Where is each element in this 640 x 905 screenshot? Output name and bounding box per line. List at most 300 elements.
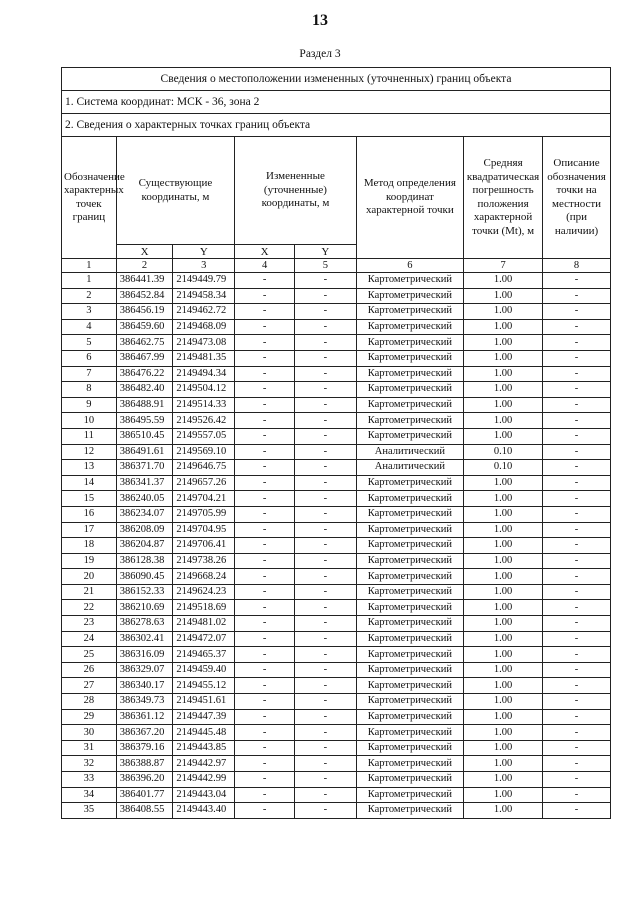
table-row [62, 506, 611, 522]
accuracy-cell: 1.00 [464, 413, 543, 429]
existing-x-cell: 386349.73 [116, 694, 173, 710]
existing-x-cell: 386462.75 [116, 335, 173, 351]
changed-x-cell: - [235, 569, 295, 585]
table-row [62, 491, 611, 507]
existing-y-cell: 2149473.08 [173, 335, 235, 351]
table-row [62, 584, 611, 600]
changed-x-cell: - [235, 491, 295, 507]
method-cell: Аналитический [356, 460, 463, 476]
changed-y-cell: - [294, 787, 356, 803]
existing-y-cell: 2149442.97 [173, 756, 235, 772]
accuracy-cell: 1.00 [464, 725, 543, 741]
point-number-cell: 12 [62, 444, 117, 460]
accuracy-cell: 1.00 [464, 382, 543, 398]
changed-x-cell: - [235, 288, 295, 304]
description-cell: - [543, 460, 611, 476]
existing-x-cell: 386361.12 [116, 709, 173, 725]
table-row [62, 475, 611, 491]
point-number-cell: 34 [62, 787, 117, 803]
accuracy-cell: 1.00 [464, 756, 543, 772]
point-number-cell: 26 [62, 662, 117, 678]
existing-x-cell: 386210.69 [116, 600, 173, 616]
table-row [62, 553, 611, 569]
existing-x-cell: 386371.70 [116, 460, 173, 476]
point-number-cell: 28 [62, 694, 117, 710]
table-row [62, 662, 611, 678]
accuracy-cell: 1.00 [464, 538, 543, 554]
changed-y-cell: - [294, 725, 356, 741]
column-number: 1 [62, 259, 117, 273]
existing-x-cell: 386234.07 [116, 506, 173, 522]
point-number-cell: 23 [62, 616, 117, 632]
changed-y-cell: - [294, 584, 356, 600]
changed-y-cell: - [294, 273, 356, 289]
changed-y-cell: - [294, 803, 356, 819]
point-number-cell: 6 [62, 350, 117, 366]
changed-x-cell: - [235, 631, 295, 647]
existing-x-cell: 386152.33 [116, 584, 173, 600]
existing-x-cell: 386488.91 [116, 397, 173, 413]
description-cell: - [543, 553, 611, 569]
description-cell: - [543, 569, 611, 585]
existing-x-cell: 386128.38 [116, 553, 173, 569]
accuracy-cell: 1.00 [464, 616, 543, 632]
changed-x-cell: - [235, 787, 295, 803]
page-number: 13 [312, 12, 328, 29]
existing-x-cell: 386510.45 [116, 428, 173, 444]
changed-x-cell: - [235, 709, 295, 725]
accuracy-cell: 1.00 [464, 428, 543, 444]
existing-x-cell: 386396.20 [116, 772, 173, 788]
description-cell: - [543, 616, 611, 632]
method-cell: Картометрический [356, 740, 463, 756]
method-cell: Картометрический [356, 694, 463, 710]
accuracy-cell: 1.00 [464, 803, 543, 819]
point-number-cell: 16 [62, 506, 117, 522]
description-cell: - [543, 803, 611, 819]
existing-y-cell: 2149465.37 [173, 647, 235, 663]
changed-y-cell: - [294, 413, 356, 429]
table-row [62, 397, 611, 413]
table-row [62, 382, 611, 398]
column-number: 2 [116, 259, 173, 273]
changed-y-cell: - [294, 662, 356, 678]
point-number-cell: 22 [62, 600, 117, 616]
accuracy-cell: 0.10 [464, 460, 543, 476]
method-cell: Картометрический [356, 522, 463, 538]
existing-x-cell: 386491.61 [116, 444, 173, 460]
method-cell: Картометрический [356, 803, 463, 819]
changed-x-cell: - [235, 335, 295, 351]
changed-x-cell: - [235, 350, 295, 366]
existing-y-cell: 2149443.85 [173, 740, 235, 756]
point-number-cell: 33 [62, 772, 117, 788]
header-description: Описание обозначения точки на местности (при наличии) [543, 137, 611, 259]
changed-x-cell: - [235, 460, 295, 476]
changed-x-cell: - [235, 803, 295, 819]
existing-y-cell: 2149518.69 [173, 600, 235, 616]
method-cell: Аналитический [356, 444, 463, 460]
description-cell: - [543, 382, 611, 398]
column-number: 8 [543, 259, 611, 273]
point-number-cell: 13 [62, 460, 117, 476]
description-cell: - [543, 366, 611, 382]
accuracy-cell: 1.00 [464, 506, 543, 522]
point-number-cell: 30 [62, 725, 117, 741]
accuracy-cell: 1.00 [464, 304, 543, 320]
method-cell: Картометрический [356, 584, 463, 600]
existing-y-cell: 2149445.48 [173, 725, 235, 741]
description-cell: - [543, 304, 611, 320]
column-number: 5 [294, 259, 356, 273]
changed-y-cell: - [294, 350, 356, 366]
changed-y-cell: - [294, 506, 356, 522]
existing-x-cell: 386329.07 [116, 662, 173, 678]
point-number-cell: 19 [62, 553, 117, 569]
accuracy-cell: 1.00 [464, 397, 543, 413]
changed-y-cell: - [294, 709, 356, 725]
changed-x-cell: - [235, 506, 295, 522]
description-cell: - [543, 694, 611, 710]
point-number-cell: 18 [62, 538, 117, 554]
point-number-cell: 15 [62, 491, 117, 507]
method-cell: Картометрический [356, 319, 463, 335]
table-row [62, 631, 611, 647]
point-number-cell: 10 [62, 413, 117, 429]
changed-x-cell: - [235, 553, 295, 569]
table-row [62, 678, 611, 694]
changed-y-cell: - [294, 538, 356, 554]
changed-y-cell: - [294, 647, 356, 663]
existing-y-cell: 2149668.24 [173, 569, 235, 585]
existing-y-cell: 2149447.39 [173, 709, 235, 725]
column-numbers-row [62, 259, 611, 273]
existing-y-cell: 2149442.99 [173, 772, 235, 788]
accuracy-cell: 1.00 [464, 335, 543, 351]
changed-x-cell: - [235, 662, 295, 678]
method-cell: Картометрический [356, 553, 463, 569]
existing-y-cell: 2149526.42 [173, 413, 235, 429]
point-number-cell: 2 [62, 288, 117, 304]
point-number-cell: 32 [62, 756, 117, 772]
description-cell: - [543, 522, 611, 538]
table-row [62, 725, 611, 741]
accuracy-cell: 1.00 [464, 522, 543, 538]
method-cell: Картометрический [356, 382, 463, 398]
changed-y-cell: - [294, 428, 356, 444]
existing-y-cell: 2149462.72 [173, 304, 235, 320]
accuracy-cell: 1.00 [464, 787, 543, 803]
description-cell: - [543, 662, 611, 678]
table-row [62, 350, 611, 366]
changed-y-cell: - [294, 522, 356, 538]
method-cell: Картометрический [356, 428, 463, 444]
accuracy-cell: 1.00 [464, 678, 543, 694]
points-section-title: 2. Сведения о характерных точках границ объекта [62, 114, 611, 137]
method-cell: Картометрический [356, 600, 463, 616]
accuracy-cell: 1.00 [464, 647, 543, 663]
table-row [62, 787, 611, 803]
existing-y-cell: 2149472.07 [173, 631, 235, 647]
existing-x-cell: 386240.05 [116, 491, 173, 507]
method-cell: Картометрический [356, 756, 463, 772]
accuracy-cell: 1.00 [464, 631, 543, 647]
existing-x-cell: 386467.99 [116, 350, 173, 366]
accuracy-cell: 1.00 [464, 366, 543, 382]
description-cell: - [543, 631, 611, 647]
existing-x-cell: 386401.77 [116, 787, 173, 803]
description-cell: - [543, 475, 611, 491]
existing-x-cell: 386441.39 [116, 273, 173, 289]
existing-x-cell: 386495.59 [116, 413, 173, 429]
existing-y-cell: 2149706.41 [173, 538, 235, 554]
changed-x-cell: - [235, 304, 295, 320]
table-row [62, 756, 611, 772]
existing-y-cell: 2149569.10 [173, 444, 235, 460]
header-changed-x: X [235, 245, 295, 259]
description-cell: - [543, 273, 611, 289]
changed-y-cell: - [294, 553, 356, 569]
header-designation: Обозначение характерных точек границ [62, 137, 117, 259]
method-cell: Картометрический [356, 491, 463, 507]
method-cell: Картометрический [356, 616, 463, 632]
changed-x-cell: - [235, 413, 295, 429]
point-number-cell: 9 [62, 397, 117, 413]
method-cell: Картометрический [356, 709, 463, 725]
method-cell: Картометрический [356, 288, 463, 304]
changed-y-cell: - [294, 304, 356, 320]
table-row [62, 413, 611, 429]
header-existing-x: X [116, 245, 173, 259]
method-cell: Картометрический [356, 772, 463, 788]
table-row [62, 460, 611, 476]
existing-y-cell: 2149481.35 [173, 350, 235, 366]
method-cell: Картометрический [356, 366, 463, 382]
coord-system: 1. Система координат: МСК - 36, зона 2 [62, 91, 611, 114]
existing-y-cell: 2149646.75 [173, 460, 235, 476]
existing-x-cell: 386367.20 [116, 725, 173, 741]
method-cell: Картометрический [356, 787, 463, 803]
existing-y-cell: 2149704.21 [173, 491, 235, 507]
existing-y-cell: 2149451.61 [173, 694, 235, 710]
changed-x-cell: - [235, 678, 295, 694]
accuracy-cell: 1.00 [464, 553, 543, 569]
accuracy-cell: 1.00 [464, 740, 543, 756]
changed-x-cell: - [235, 319, 295, 335]
existing-y-cell: 2149459.40 [173, 662, 235, 678]
existing-y-cell: 2149443.04 [173, 787, 235, 803]
header-method: Метод определения координат характерной точки [356, 137, 463, 259]
changed-y-cell: - [294, 366, 356, 382]
changed-x-cell: - [235, 273, 295, 289]
table-row [62, 428, 611, 444]
description-cell: - [543, 350, 611, 366]
accuracy-cell: 1.00 [464, 319, 543, 335]
column-number: 6 [356, 259, 463, 273]
point-number-cell: 35 [62, 803, 117, 819]
existing-y-cell: 2149458.34 [173, 288, 235, 304]
changed-x-cell: - [235, 522, 295, 538]
section-title: Раздел 3 [299, 48, 341, 60]
changed-y-cell: - [294, 694, 356, 710]
existing-y-cell: 2149657.26 [173, 475, 235, 491]
column-number: 4 [235, 259, 295, 273]
changed-x-cell: - [235, 647, 295, 663]
existing-x-cell: 386476.22 [116, 366, 173, 382]
table-row [62, 538, 611, 554]
point-number-cell: 7 [62, 366, 117, 382]
point-number-cell: 4 [62, 319, 117, 335]
existing-x-cell: 386208.09 [116, 522, 173, 538]
table-row [62, 694, 611, 710]
point-number-cell: 21 [62, 584, 117, 600]
description-cell: - [543, 538, 611, 554]
existing-x-cell: 386388.87 [116, 756, 173, 772]
table-row [62, 740, 611, 756]
existing-y-cell: 2149557.05 [173, 428, 235, 444]
existing-y-cell: 2149494.34 [173, 366, 235, 382]
description-cell: - [543, 709, 611, 725]
accuracy-cell: 1.00 [464, 569, 543, 585]
changed-x-cell: - [235, 397, 295, 413]
existing-y-cell: 2149624.23 [173, 584, 235, 600]
existing-x-cell: 386341.37 [116, 475, 173, 491]
existing-x-cell: 386452.84 [116, 288, 173, 304]
table-row [62, 288, 611, 304]
changed-x-cell: - [235, 444, 295, 460]
point-number-cell: 24 [62, 631, 117, 647]
header-changed-coords: Измененные (уточненные) координаты, м [235, 137, 357, 245]
point-number-cell: 25 [62, 647, 117, 663]
description-cell: - [543, 491, 611, 507]
point-number-cell: 31 [62, 740, 117, 756]
table-row [62, 366, 611, 382]
existing-x-cell: 386456.19 [116, 304, 173, 320]
point-number-cell: 29 [62, 709, 117, 725]
changed-x-cell: - [235, 475, 295, 491]
method-cell: Картометрический [356, 538, 463, 554]
method-cell: Картометрический [356, 506, 463, 522]
table-row [62, 616, 611, 632]
changed-x-cell: - [235, 600, 295, 616]
table-row [62, 304, 611, 320]
changed-y-cell: - [294, 444, 356, 460]
method-cell: Картометрический [356, 350, 463, 366]
accuracy-cell: 1.00 [464, 288, 543, 304]
method-cell: Картометрический [356, 475, 463, 491]
changed-y-cell: - [294, 475, 356, 491]
method-cell: Картометрический [356, 397, 463, 413]
changed-x-cell: - [235, 616, 295, 632]
changed-y-cell: - [294, 740, 356, 756]
changed-y-cell: - [294, 335, 356, 351]
header-existing-y: Y [173, 245, 235, 259]
changed-y-cell: - [294, 288, 356, 304]
existing-x-cell: 386482.40 [116, 382, 173, 398]
header-changed-y: Y [294, 245, 356, 259]
accuracy-cell: 1.00 [464, 600, 543, 616]
existing-x-cell: 386302.41 [116, 631, 173, 647]
changed-x-cell: - [235, 366, 295, 382]
changed-y-cell: - [294, 319, 356, 335]
table-row [62, 709, 611, 725]
existing-x-cell: 386340.17 [116, 678, 173, 694]
accuracy-cell: 1.00 [464, 273, 543, 289]
description-cell: - [543, 725, 611, 741]
description-cell: - [543, 413, 611, 429]
existing-x-cell: 386316.09 [116, 647, 173, 663]
method-cell: Картометрический [356, 413, 463, 429]
description-cell: - [543, 756, 611, 772]
existing-x-cell: 386204.87 [116, 538, 173, 554]
table-title: Сведения о местоположении измененных (уточненных) границ объекта [62, 68, 611, 91]
column-number: 7 [464, 259, 543, 273]
changed-y-cell: - [294, 460, 356, 476]
existing-y-cell: 2149705.99 [173, 506, 235, 522]
table-row [62, 600, 611, 616]
accuracy-cell: 1.00 [464, 662, 543, 678]
changed-x-cell: - [235, 740, 295, 756]
description-cell: - [543, 584, 611, 600]
boundary-points-table [61, 67, 611, 819]
existing-y-cell: 2149704.95 [173, 522, 235, 538]
header-existing-coords: Существующие координаты, м [116, 137, 235, 245]
accuracy-cell: 0.10 [464, 444, 543, 460]
existing-y-cell: 2149514.33 [173, 397, 235, 413]
changed-y-cell: - [294, 631, 356, 647]
column-number: 3 [173, 259, 235, 273]
existing-y-cell: 2149449.79 [173, 273, 235, 289]
changed-y-cell: - [294, 756, 356, 772]
header-accuracy: Средняя квадратическая погрешность положения характерной точки (Mt), м [464, 137, 543, 259]
method-cell: Картометрический [356, 304, 463, 320]
description-cell: - [543, 772, 611, 788]
changed-x-cell: - [235, 428, 295, 444]
description-cell: - [543, 678, 611, 694]
changed-x-cell: - [235, 694, 295, 710]
existing-x-cell: 386090.45 [116, 569, 173, 585]
changed-x-cell: - [235, 725, 295, 741]
existing-y-cell: 2149443.40 [173, 803, 235, 819]
existing-y-cell: 2149481.02 [173, 616, 235, 632]
existing-x-cell: 386459.60 [116, 319, 173, 335]
table-row [62, 444, 611, 460]
changed-y-cell: - [294, 678, 356, 694]
changed-x-cell: - [235, 756, 295, 772]
method-cell: Картометрический [356, 631, 463, 647]
changed-x-cell: - [235, 772, 295, 788]
method-cell: Картометрический [356, 662, 463, 678]
changed-x-cell: - [235, 538, 295, 554]
description-cell: - [543, 428, 611, 444]
description-cell: - [543, 600, 611, 616]
table-row [62, 647, 611, 663]
table-row [62, 319, 611, 335]
existing-y-cell: 2149738.26 [173, 553, 235, 569]
table-row [62, 772, 611, 788]
method-cell: Картометрический [356, 569, 463, 585]
table-row [62, 803, 611, 819]
changed-y-cell: - [294, 382, 356, 398]
changed-y-cell: - [294, 397, 356, 413]
changed-y-cell: - [294, 600, 356, 616]
point-number-cell: 5 [62, 335, 117, 351]
changed-y-cell: - [294, 569, 356, 585]
method-cell: Картометрический [356, 678, 463, 694]
description-cell: - [543, 397, 611, 413]
description-cell: - [543, 787, 611, 803]
existing-y-cell: 2149504.12 [173, 382, 235, 398]
